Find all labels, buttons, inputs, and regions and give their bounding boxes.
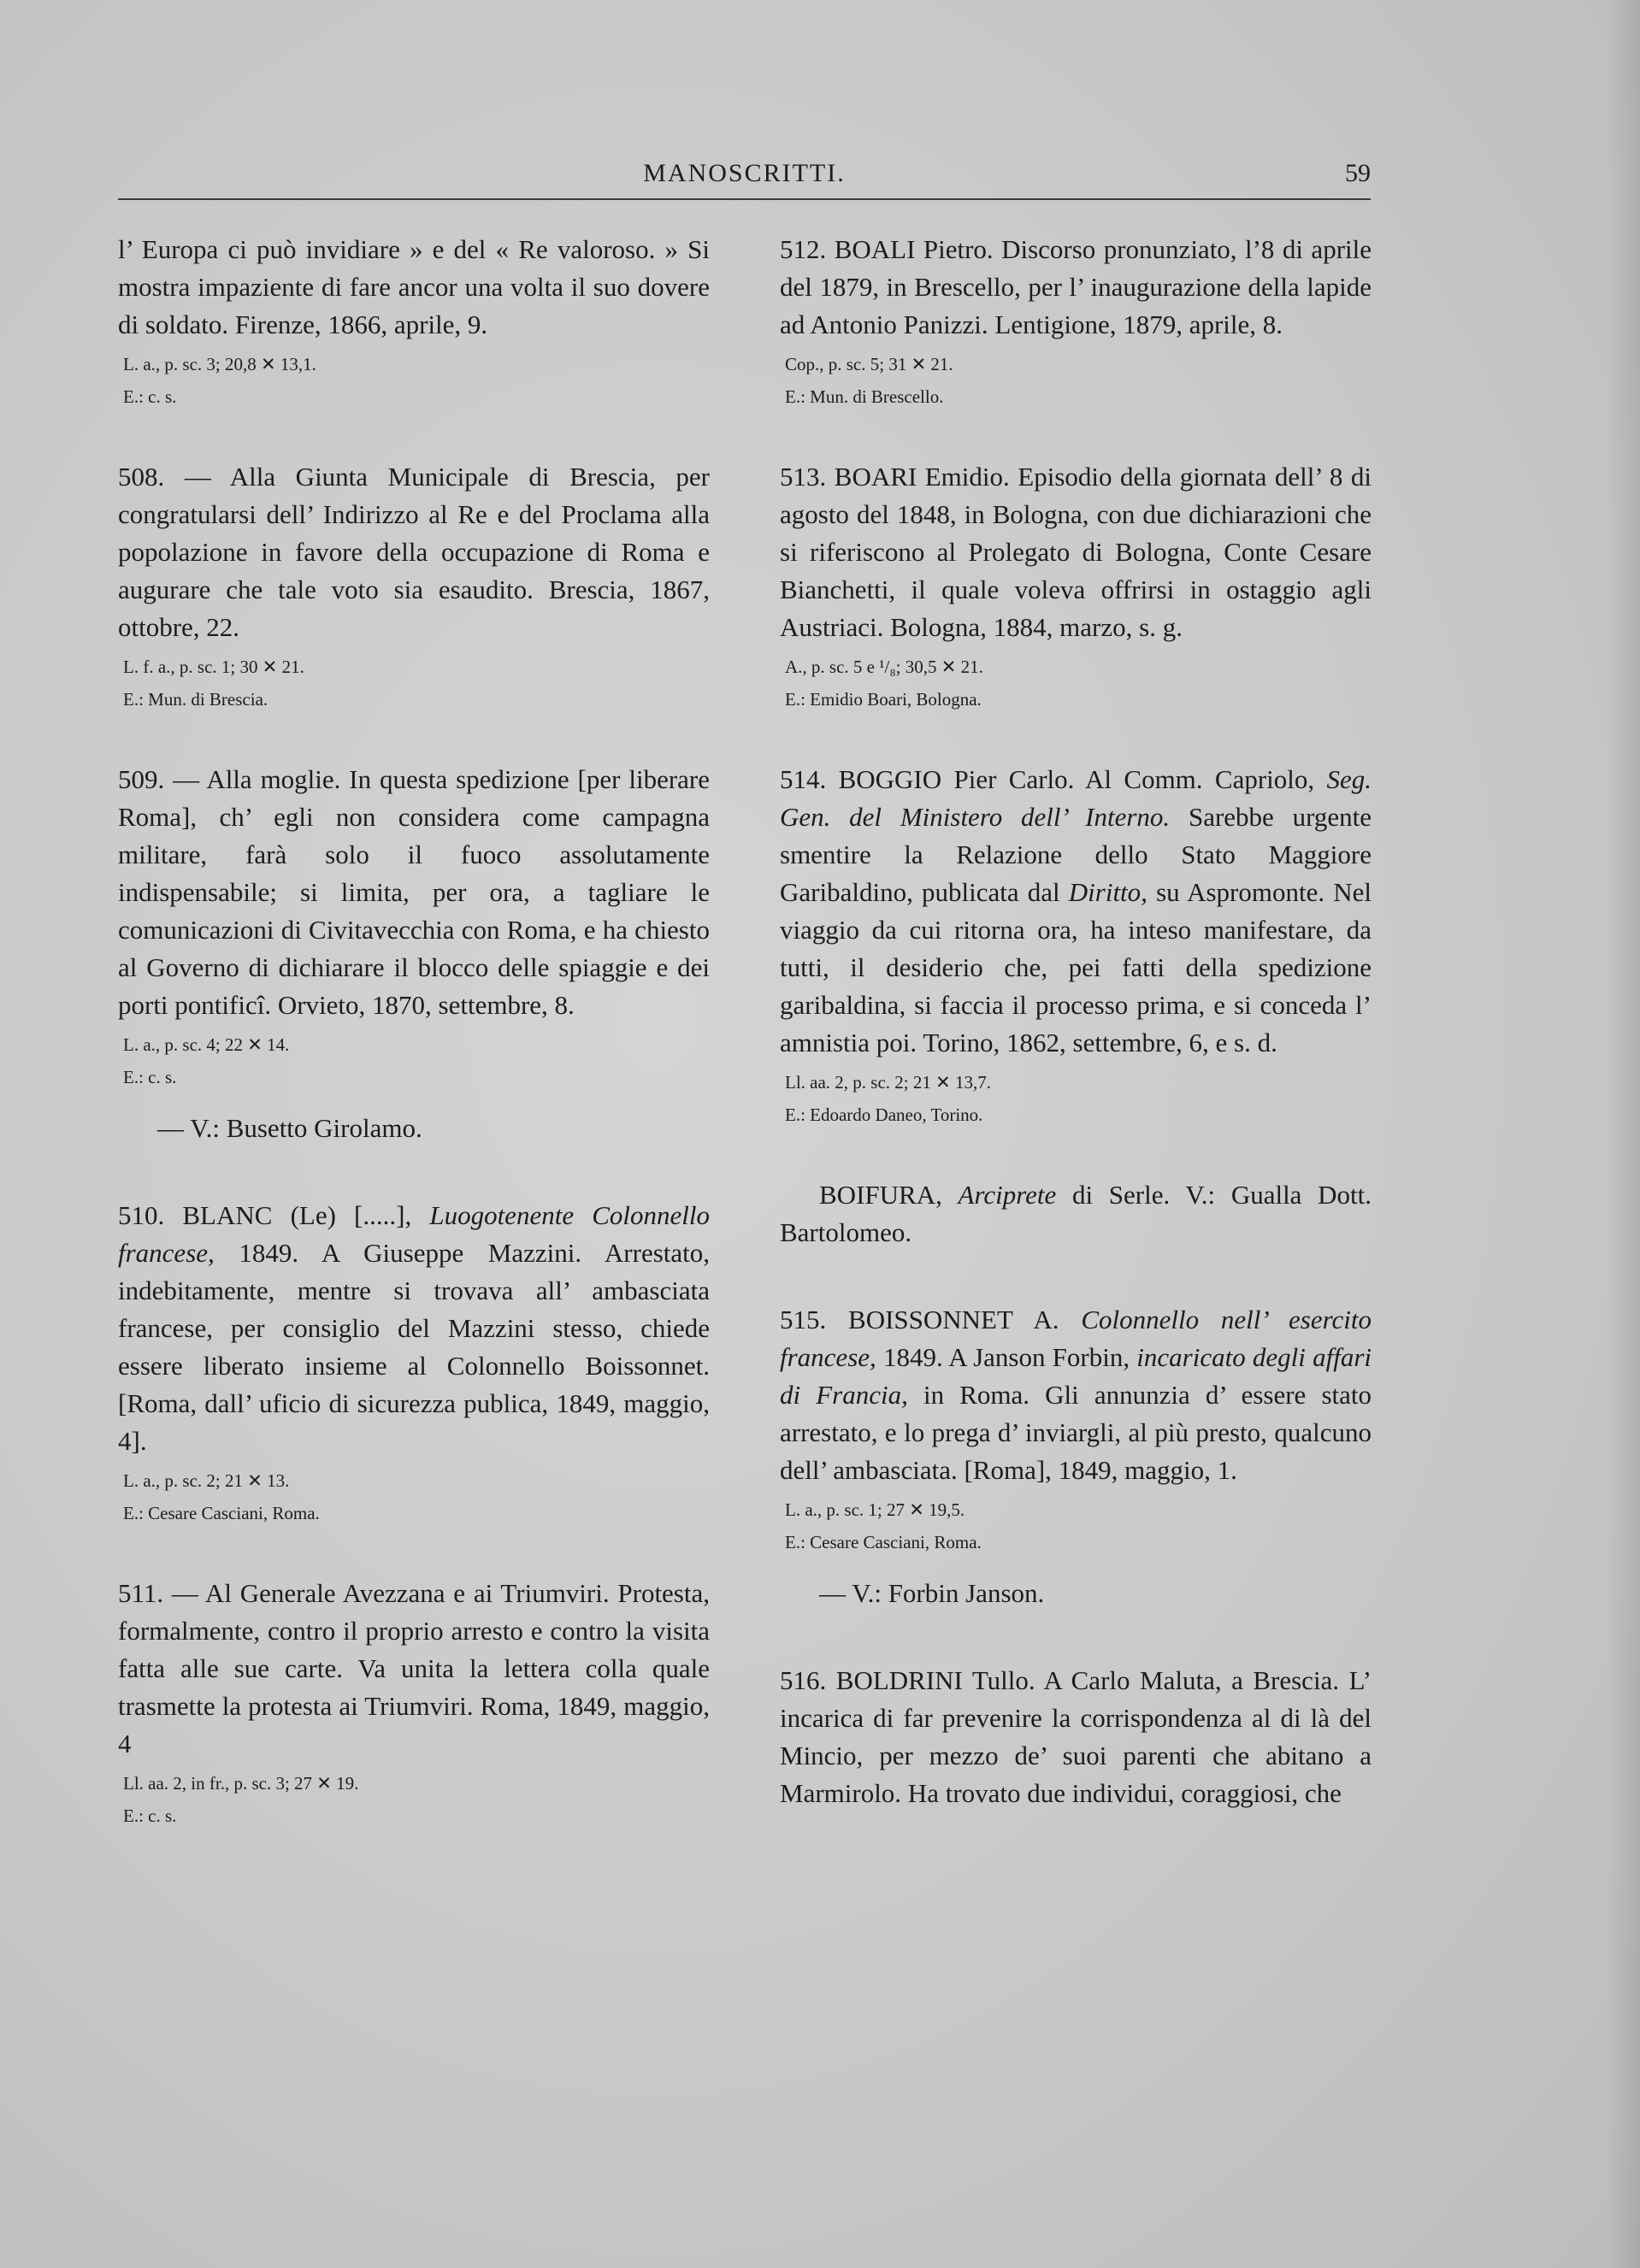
catalog-entry bbox=[780, 1176, 1372, 1252]
catalog-entry bbox=[780, 231, 1372, 409]
page-number: 59 bbox=[1345, 159, 1371, 187]
entry-text-segment: 516. BOLDRINI Tullo. A Carlo Maluta, a Brescia. L’ incarica di far prevenire la corrispondenza al di là del Mincio, per mezzo de’ suoi parenti che abitano a Marmirolo. Ha trovato due individui, coraggiosi, che bbox=[780, 1665, 1372, 1808]
catalog-entry bbox=[118, 1197, 710, 1525]
entry-text-italic: Luogotenente Colonnello francese, bbox=[118, 1200, 710, 1268]
entry-text bbox=[118, 458, 710, 646]
entry-physical-description: L. f. a., p. sc. 1; 30 ✕ 21. bbox=[123, 657, 304, 677]
entry-text bbox=[780, 231, 1372, 344]
entry-text-segment: Sarebbe urgente smentire la Relazione dello Stato Maggiore Garibaldino, publicata dal bbox=[780, 802, 1372, 907]
entry-text-segment: BOIFURA, bbox=[819, 1180, 959, 1210]
entry-text-segment: 514. BOGGIO Pier Carlo. Al Comm. Capriolo, bbox=[780, 764, 1327, 794]
entry-text-italic: Seg. Gen. del Ministero dell’ Interno. bbox=[780, 764, 1372, 832]
entry-owner: E.: Mun. di Brescello. bbox=[785, 386, 944, 407]
cross-reference: — V.: Busetto Girolamo. bbox=[157, 1113, 422, 1143]
entry-text-italic: Diritto, bbox=[1068, 877, 1147, 907]
entry-text bbox=[118, 231, 710, 344]
entry-physical-description: L. a., p. sc. 4; 22 ✕ 14. bbox=[123, 1034, 290, 1055]
entry-physical-description: L. a., p. sc. 1; 27 ✕ 19,5. bbox=[785, 1499, 965, 1520]
catalog-entry bbox=[780, 761, 1372, 1127]
entry-text bbox=[780, 761, 1372, 1062]
entry-owner: E.: Edoardo Daneo, Torino. bbox=[785, 1105, 983, 1125]
entry-text-segment: 1849. A Janson Forbin, bbox=[876, 1342, 1137, 1372]
entry-text-italic: Colonnello nell’ esercito francese, bbox=[780, 1305, 1372, 1372]
entry-text-segment: 512. BOALI Pietro. Discorso pronunziato, l’8 di aprile del 1879, in Brescello, per l’ inaugurazione della lapide ad Antonio Panizzi. Lentigione, 1879, aprile, 8. bbox=[780, 234, 1372, 339]
entry-text-segment: su Aspromonte. Nel viaggio da cui ritorna ora, ha inteso manifestare, da tutti, il desiderio che, pei fatti della spedizione garibaldina, si faccia il processo prima, e si conceda l’ amnistia poi. Torino, 1862, settembre, 6, e s. d. bbox=[780, 877, 1372, 1057]
left-column bbox=[118, 231, 710, 1877]
entry-text-segment: in Roma. Gli annunzia d’ essere stato arrestato, e lo prega d’ inviargli, al più presto, qualcuno dell’ ambasciata. [Roma], 1849, maggio, 1. bbox=[780, 1380, 1372, 1485]
entry-physical-description: A., p. sc. 5 e ¹/₈; 30,5 ✕ 21. bbox=[785, 657, 983, 677]
entry-text-segment: 511. — Al Generale Avezzana e ai Triumviri. Protesta, formalmente, contro il proprio arresto e contro la visita fatta alle sue carte. Va unita la lettera colla quale trasmette la protesta ai Triumviri. Roma, 1849, maggio, 4 bbox=[118, 1578, 710, 1758]
entry-owner: E.: c. s. bbox=[123, 386, 177, 407]
entry-text bbox=[118, 761, 710, 1024]
entry-owner: E.: Cesare Casciani, Roma. bbox=[785, 1532, 982, 1552]
page-header bbox=[118, 154, 1371, 200]
entry-physical-description: Ll. aa. 2, in fr., p. sc. 3; 27 ✕ 19. bbox=[123, 1773, 359, 1794]
entry-owner: E.: Mun. di Brescia. bbox=[123, 689, 268, 710]
entry-text-segment: 1849. A Giuseppe Mazzini. Arrestato, indebitamente, mentre si trovava all’ ambasciata francese, per consiglio del Mazzini stesso, chiede essere liberato insieme al Colonnello Boissonnet. [Roma, dall’ uficio di sicurezza publica, 1849, maggio, 4]. bbox=[118, 1238, 710, 1456]
catalog-entry bbox=[780, 1301, 1372, 1612]
entry-text bbox=[118, 1575, 710, 1763]
entry-physical-description: Ll. aa. 2, p. sc. 2; 21 ✕ 13,7. bbox=[785, 1072, 991, 1093]
entry-text bbox=[780, 1301, 1372, 1489]
entry-text bbox=[780, 1662, 1372, 1812]
entry-text-segment: di Serle. V.: Gualla Dott. Bartolomeo. bbox=[780, 1180, 1372, 1247]
entry-physical-description: L. a., p. sc. 2; 21 ✕ 13. bbox=[123, 1470, 290, 1491]
catalog-entry bbox=[118, 231, 710, 409]
entry-text-segment: 509. — Alla moglie. In questa spedizione [per liberare Roma], ch’ egli non considera come campagna militare, farà solo il fuoco assolutamente indispensabile; si limita, per ora, a tagliare le comunicazioni di Civitavecchia con Roma, e ha chiesto al Governo di dichiarare il blocco delle spiaggie e dei porti pontificî. Orvieto, 1870, settembre, 8. bbox=[118, 764, 710, 1020]
entry-text-segment: 513. BOARI Emidio. Episodio della giornata dell’ 8 di agosto del 1848, in Bologna, con due dichiarazioni che si riferiscono al Prolegato di Bologna, Conte Cesare Bianchetti, il quale voleva offrirsi in ostaggio agli Austriaci. Bologna, 1884, marzo, s. g. bbox=[780, 462, 1372, 642]
catalog-entry bbox=[118, 1575, 710, 1828]
entry-owner: E.: Emidio Boari, Bologna. bbox=[785, 689, 982, 710]
entry-text-italic: incaricato degli affari di Francia, bbox=[780, 1342, 1372, 1410]
entry-text bbox=[780, 458, 1372, 646]
entry-text-segment: 510. BLANC (Le) [.....], bbox=[118, 1200, 430, 1230]
entry-physical-description: Cop., p. sc. 5; 31 ✕ 21. bbox=[785, 354, 953, 374]
entry-text bbox=[780, 1176, 1372, 1252]
cross-reference: — V.: Forbin Janson. bbox=[819, 1578, 1045, 1608]
entry-text bbox=[118, 1197, 710, 1460]
catalog-entry bbox=[780, 458, 1372, 711]
catalog-entry bbox=[118, 761, 710, 1147]
catalog-entry bbox=[118, 458, 710, 711]
entry-physical-description: L. a., p. sc. 3; 20,8 ✕ 13,1. bbox=[123, 354, 316, 374]
entry-owner: E.: Cesare Casciani, Roma. bbox=[123, 1503, 320, 1523]
catalog-entry bbox=[780, 1662, 1372, 1812]
running-head: MANOSCRITTI. bbox=[643, 159, 846, 187]
entry-owner: E.: c. s. bbox=[123, 1806, 177, 1826]
entry-text-segment: l’ Europa ci può invidiare » e del « Re valoroso. » Si mostra impaziente di fare ancor una volta il suo dovere di soldato. Firenze, 1866, aprile, 9. bbox=[118, 234, 710, 339]
entry-text-segment: 508. — Alla Giunta Municipale di Brescia, per congratularsi dell’ Indirizzo al Re e del Proclama alla popolazione in favore della occupazione di Roma e augurare che tale voto sia esaudito. Brescia, 1867, ottobre, 22. bbox=[118, 462, 710, 642]
right-column bbox=[780, 231, 1372, 1862]
entry-text-segment: 515. BOISSONNET A. bbox=[780, 1305, 1082, 1334]
entry-owner: E.: c. s. bbox=[123, 1067, 177, 1087]
entry-text-italic: Arciprete bbox=[958, 1180, 1057, 1210]
